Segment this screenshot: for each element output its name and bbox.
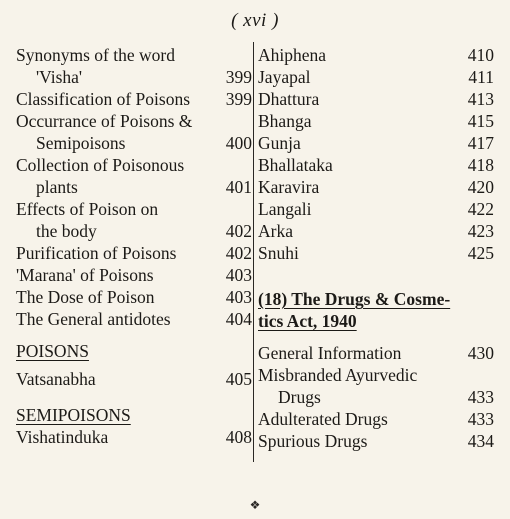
ornament-icon: ❖ (249, 498, 261, 512)
entry-title: Effects of Poison on (16, 199, 159, 219)
entry-page: 403 (225, 287, 252, 307)
toc-entry[interactable] (258, 110, 494, 132)
toc-entry[interactable] (16, 264, 252, 286)
entry-title: 'Marana' of Poisons (16, 265, 154, 285)
entry-title-cont: 'Visha' (36, 67, 83, 87)
entry-page: 433 (467, 409, 494, 429)
entry-page: 399 (225, 67, 252, 87)
toc-entry[interactable] (258, 132, 494, 154)
entry-title: Misbranded Ayurvedic (258, 365, 418, 385)
entry-title: The Dose of Poison (16, 287, 155, 307)
toc-entry[interactable] (16, 242, 252, 264)
entry-title: Gunja (258, 133, 301, 153)
entry-title: Purification of Poisons (16, 243, 177, 263)
entry-title: Collection of Poisonous (16, 155, 185, 175)
entry-title: Occurrance of Poisons & (16, 111, 193, 131)
entry-title: Snuhi (258, 243, 299, 263)
toc-entry[interactable] (16, 426, 252, 448)
toc-entry[interactable] (258, 430, 494, 452)
toc-entry[interactable] (16, 286, 252, 308)
page-number: ( xvi ) (231, 10, 279, 31)
section-heading-line2: tics Act, 1940 (258, 311, 357, 331)
toc-entry[interactable] (16, 88, 252, 110)
entry-title: Karavira (258, 177, 320, 197)
toc-entry[interactable] (258, 66, 494, 88)
toc-entry[interactable] (258, 198, 494, 220)
poisons-heading[interactable]: POISONS (16, 341, 89, 361)
column-divider (253, 42, 254, 462)
entry-title: Langali (258, 199, 312, 219)
toc-entry[interactable] (258, 44, 494, 66)
entry-title-cont: the body (36, 221, 97, 241)
entry-page: 408 (225, 427, 252, 447)
toc-entry[interactable] (258, 408, 494, 430)
entry-page: 425 (467, 243, 494, 263)
entry-title: Jayapal (258, 67, 311, 87)
entry-page: 410 (467, 45, 494, 65)
entry-page: 415 (467, 111, 494, 131)
entry-title-cont: Semipoisons (36, 133, 126, 153)
left-column (16, 44, 252, 448)
entry-page: 433 (467, 387, 494, 407)
entry-title: Bhallataka (258, 155, 333, 175)
toc-entry[interactable] (258, 364, 494, 408)
toc-entry[interactable] (258, 154, 494, 176)
entry-title: Classification of Poisons (16, 89, 191, 109)
entry-title: Synonyms of the word (16, 45, 175, 65)
entry-title: Vishatinduka (16, 427, 109, 447)
entry-title-cont: Drugs (278, 387, 321, 407)
entry-title: Ahiphena (258, 45, 327, 65)
section-heading-line1: (18) The Drugs & Cosme- (258, 289, 451, 309)
entry-title: General Information (258, 343, 402, 363)
entry-page: 417 (467, 133, 494, 153)
toc-entry[interactable] (16, 44, 252, 88)
toc-entry[interactable] (258, 342, 494, 364)
toc-entry[interactable] (16, 308, 252, 330)
entry-page: 400 (225, 133, 252, 153)
toc-entry[interactable] (16, 198, 252, 242)
entry-page: 405 (225, 369, 252, 389)
toc-entry[interactable] (16, 110, 252, 154)
entry-page: 413 (467, 89, 494, 109)
entry-page: 422 (467, 199, 494, 219)
toc-entry[interactable] (16, 368, 252, 390)
section-heading[interactable] (258, 288, 494, 332)
entry-page: 430 (467, 343, 494, 363)
toc-entry[interactable] (258, 88, 494, 110)
entry-page: 434 (467, 431, 494, 451)
right-column (258, 44, 494, 452)
entry-title-cont: plants (36, 177, 78, 197)
entry-page: 420 (467, 177, 494, 197)
entry-page: 403 (225, 265, 252, 285)
entry-title: Vatsanabha (16, 369, 96, 389)
entry-page: 401 (225, 177, 252, 197)
toc-entry[interactable] (258, 242, 494, 264)
toc-entry[interactable] (258, 176, 494, 198)
entry-title: The General antidotes (16, 309, 171, 329)
toc-entry[interactable] (16, 154, 252, 198)
entry-page: 418 (467, 155, 494, 175)
semipoisons-heading[interactable]: SEMIPOISONS (16, 405, 131, 425)
entry-page: 402 (225, 243, 252, 263)
entry-page: 402 (225, 221, 252, 241)
toc-entry[interactable] (258, 220, 494, 242)
entry-page: 423 (467, 221, 494, 241)
entry-page: 404 (225, 309, 252, 329)
entry-page: 399 (225, 89, 252, 109)
entry-title: Spurious Drugs (258, 431, 368, 451)
entry-title: Adulterated Drugs (258, 409, 388, 429)
entry-title: Bhanga (258, 111, 312, 131)
entry-title: Arka (258, 221, 293, 241)
entry-page: 411 (468, 67, 494, 87)
entry-title: Dhattura (258, 89, 320, 109)
